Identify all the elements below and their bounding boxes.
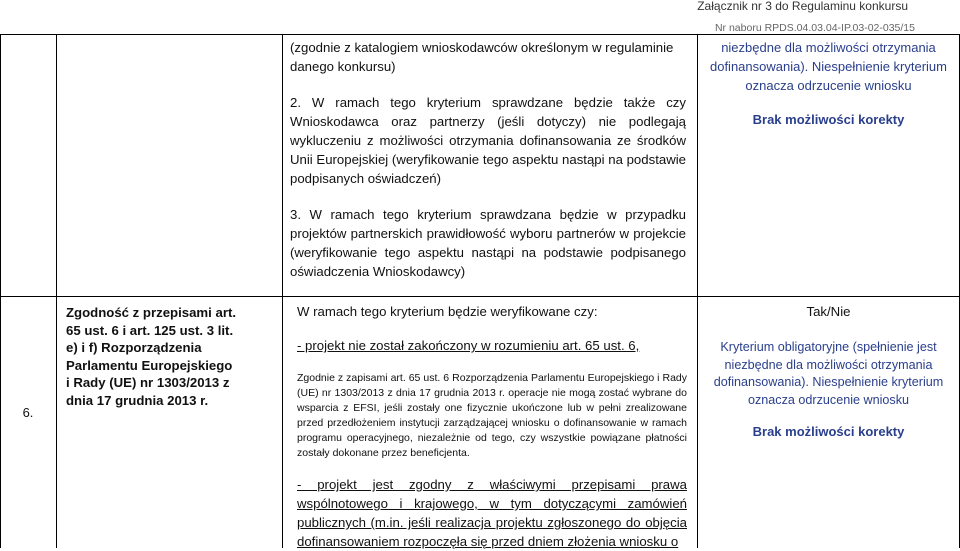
prev-eval-line-3: oznacza odrzucenie wniosku bbox=[745, 78, 912, 93]
prev-desc-paragraph-1: (zgodnie z katalogiem wnioskodawców określonym w regulaminie danego konkursu) bbox=[290, 40, 674, 74]
evaluation-cell bbox=[708, 339, 949, 441]
answer-value: Tak/Nie bbox=[806, 304, 851, 319]
grid-line bbox=[0, 296, 960, 297]
description-item-1: - projekt nie został zakończony w rozumieniu art. 65 ust. 6, bbox=[297, 338, 640, 353]
prev-desc-paragraph-3: 3. W ramach tego kryterium sprawdzana będzie w przypadku projektów partnerskich prawidłowość wyboru partnerów w projekcie (weryfikowanie tego aspektu nastąpi na podstawie podpisanego oświadczenia Wnioskodawcy) bbox=[290, 207, 686, 279]
call-number: Nr naboru RPDS.04.03.04-IP.03-02-035/15 bbox=[714, 22, 915, 34]
criterion-name-cell bbox=[66, 304, 236, 409]
prev-desc-paragraph-2: 2. W ramach tego kryterium sprawdzane będzie także czy Wnioskodawca oraz partnerzy (jeśli dotyczy) nie podlegają wykluczeniu z możliwości otrzymania dofinansowania ze środków Unii Europejskiej (weryfikowanie tego aspektu nastąpi na podstawie podpisanych oświadczeń) bbox=[290, 95, 686, 186]
criterion-description-cell bbox=[297, 302, 687, 551]
no-correction-label: Brak możliwości korekty bbox=[752, 424, 905, 439]
description-note: Zgodnie z zapisami art. 65 ust. 6 Rozporządzenia Parlamentu Europejskiego i Rady (UE) nr 1303/2013 z dnia 17 grudnia 2013 r. operacje nie mogą zostać wybrane do wsparcia z EFSI, jeśli zostały one fizycznie ukończone lub w pełni zrealizowane przed przedłożeniem instytucji zarządzającej wniosku o dofinansowanie w ramach programu operacyjnego, niezależnie od tego, czy wszystkie powiązane płatności zostały dokonane przez beneficjenta. bbox=[297, 372, 687, 459]
prev-eval-line-1: niezbędne dla możliwości otrzymania bbox=[721, 40, 936, 55]
row-number: 6. bbox=[22, 405, 34, 420]
description-item-2: - projekt jest zgodny z właściwymi przepisami prawa wspólnotowego i krajowego, w tym dotyczącymi zamówień publicznych (m.in. jeśli realizacja projektu zgłoszonego do objęcia dofinansowaniem rozpoczęła się przed dniem złożenia wniosku o bbox=[297, 477, 687, 549]
criterion-name: Zgodność z przepisami art. 65 ust. 6 i art. 125 ust. 3 lit. e) i f) Rozporządzenia Parlamentu Europejskiego i Rady (UE) nr 1303/2013 z dnia 17 grudnia 2013 r. bbox=[66, 305, 237, 408]
prev-description-cell bbox=[290, 38, 686, 281]
attachment-label: Załącznik nr 3 do Regulaminu konkursu bbox=[697, 0, 908, 13]
grid-line bbox=[0, 34, 1, 548]
prev-no-correction: Brak możliwości korekty bbox=[752, 112, 905, 127]
row-number-cell bbox=[0, 405, 56, 420]
prev-eval-line-2: dofinansowania). Niespełnienie kryterium bbox=[709, 59, 947, 74]
grid-line bbox=[282, 34, 283, 548]
description-intro: W ramach tego kryterium będzie weryfikowane czy: bbox=[297, 304, 598, 319]
prev-evaluation-cell bbox=[698, 38, 959, 129]
document-header bbox=[697, 0, 960, 34]
grid-line bbox=[0, 34, 960, 35]
answer-cell bbox=[698, 302, 959, 321]
grid-line bbox=[56, 34, 57, 548]
evaluation-text: Kryterium obligatoryjne (spełnienie jest niezbędne dla możliwości otrzymania dofinansowania). Niespełnienie kryterium oznacza odrzucenie wniosku bbox=[713, 340, 944, 407]
